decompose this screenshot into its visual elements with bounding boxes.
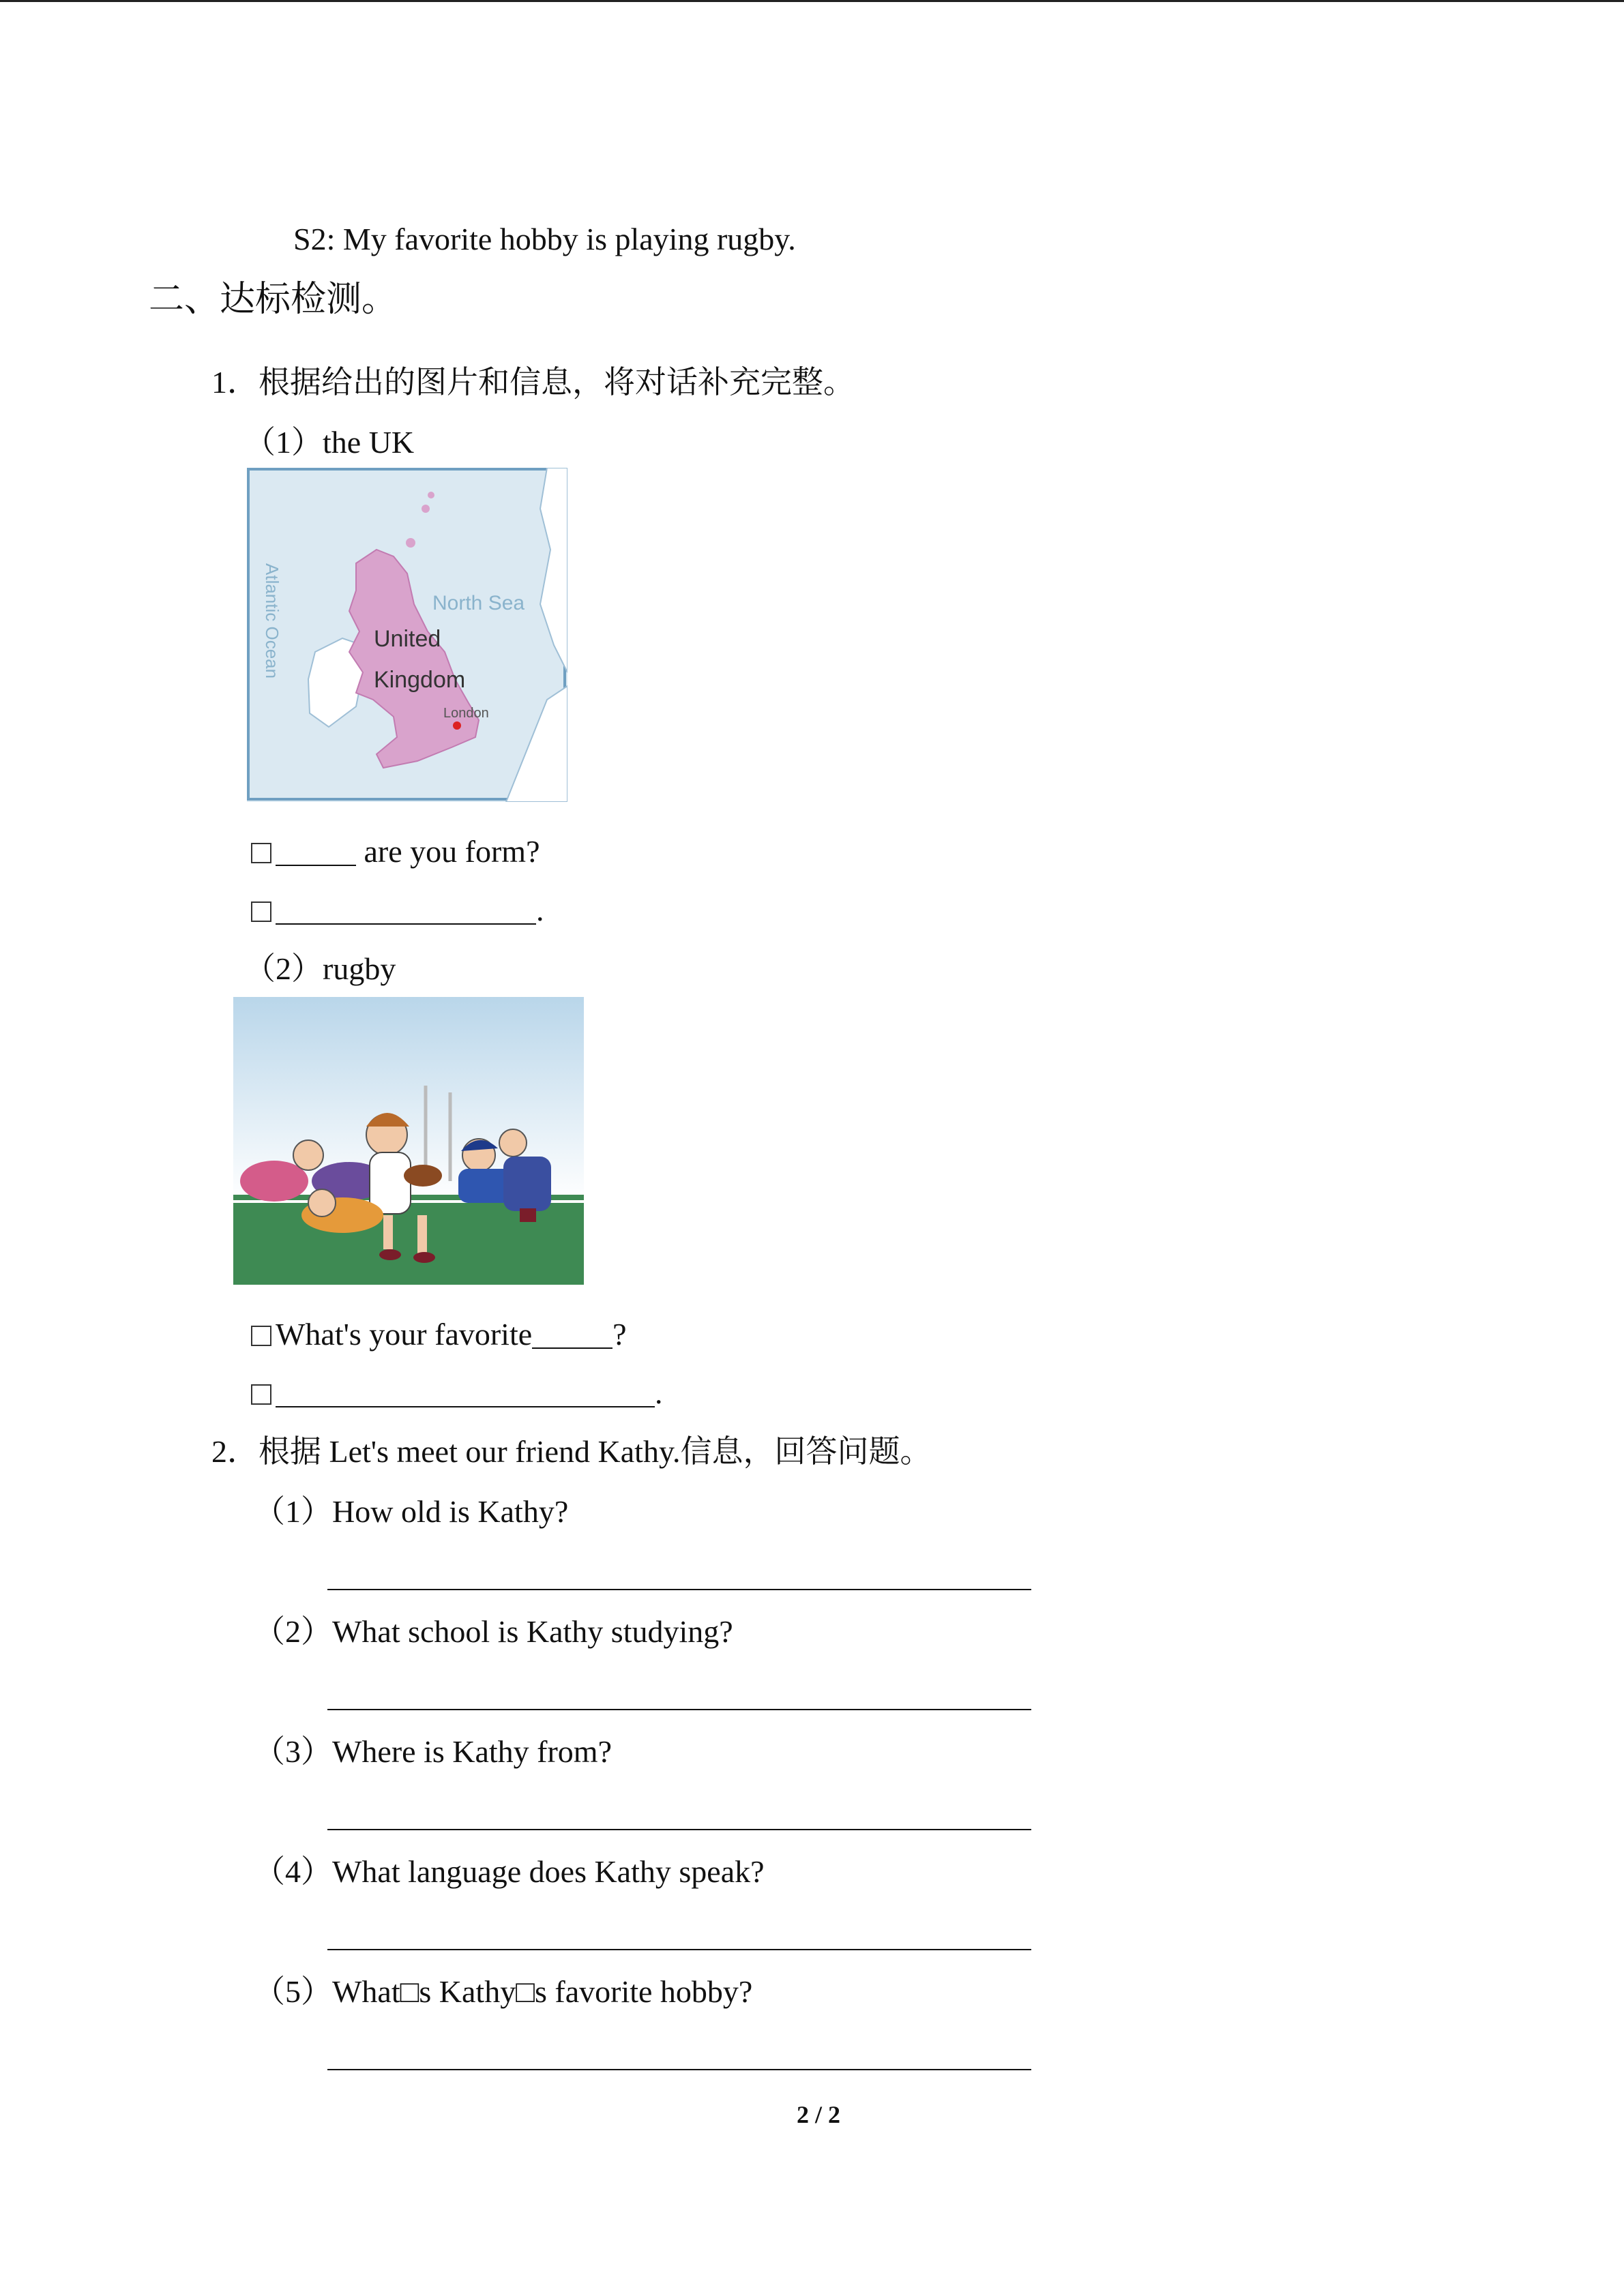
answer-blank[interactable] xyxy=(276,837,356,866)
q2-question-5: （5）What□s Kathy□s favorite hobby? xyxy=(254,1974,753,2009)
q2-question-4: （4）What language does Kathy speak? xyxy=(254,1854,765,1889)
map-label-united: United xyxy=(374,626,441,652)
rugby-image xyxy=(233,997,584,1285)
player xyxy=(370,1152,411,1214)
q1-part1-line-a xyxy=(251,836,540,867)
answer-blank[interactable] xyxy=(276,896,536,925)
london-marker xyxy=(453,721,461,730)
checkbox-icon xyxy=(251,1326,271,1346)
checkbox-icon xyxy=(251,843,271,863)
q1-part1-line-b xyxy=(251,895,544,926)
answer-line-3[interactable] xyxy=(327,1829,1031,1830)
checkbox-icon xyxy=(251,901,271,922)
answer-blank[interactable] xyxy=(532,1320,612,1349)
answer-blank[interactable] xyxy=(276,1379,655,1407)
line-text: ? xyxy=(612,1317,627,1352)
checkbox-icon xyxy=(251,1384,271,1405)
line-text: . xyxy=(655,1375,663,1410)
map-label-sea: North Sea xyxy=(432,592,525,614)
line-text: What's your favorite xyxy=(276,1317,533,1352)
uk-map-image xyxy=(247,468,567,802)
map-label-london: London xyxy=(443,706,489,721)
section-heading: 二、达标检测。 xyxy=(149,280,398,319)
q2-title: 2．根据 Let's meet our friend Kathy.信息，回答问题。 xyxy=(211,1434,932,1469)
line-text: are you form? xyxy=(356,834,540,869)
map-label-kingdom: Kingdom xyxy=(374,667,466,693)
q1-part2-line-a xyxy=(251,1319,627,1350)
page-number: 2 / 2 xyxy=(796,2101,840,2128)
top-border xyxy=(0,0,1624,2)
line-text: . xyxy=(536,893,544,927)
q2-question-1: （1）How old is Kathy? xyxy=(254,1494,569,1529)
player xyxy=(503,1157,551,1211)
q2-question-3: （3）Where is Kathy from? xyxy=(254,1734,612,1769)
answer-line-4[interactable] xyxy=(327,1949,1031,1950)
rugby-ball xyxy=(404,1165,442,1187)
q1-part1-label: （1）the UK xyxy=(244,425,415,460)
answer-line-1[interactable] xyxy=(327,1589,1031,1590)
s2-line: S2: My favorite hobby is playing rugby. xyxy=(293,222,796,256)
map-label-ocean: Atlantic Ocean xyxy=(262,563,282,679)
q1-title: 1．根据给出的图片和信息，将对话补充完整。 xyxy=(211,365,855,400)
q1-part2-line-b xyxy=(251,1377,663,1409)
answer-line-5[interactable] xyxy=(327,2069,1031,2070)
q2-question-2: （2）What school is Kathy studying? xyxy=(254,1614,733,1649)
q1-part2-label: （2）rugby xyxy=(244,951,396,986)
answer-line-2[interactable] xyxy=(327,1709,1031,1710)
